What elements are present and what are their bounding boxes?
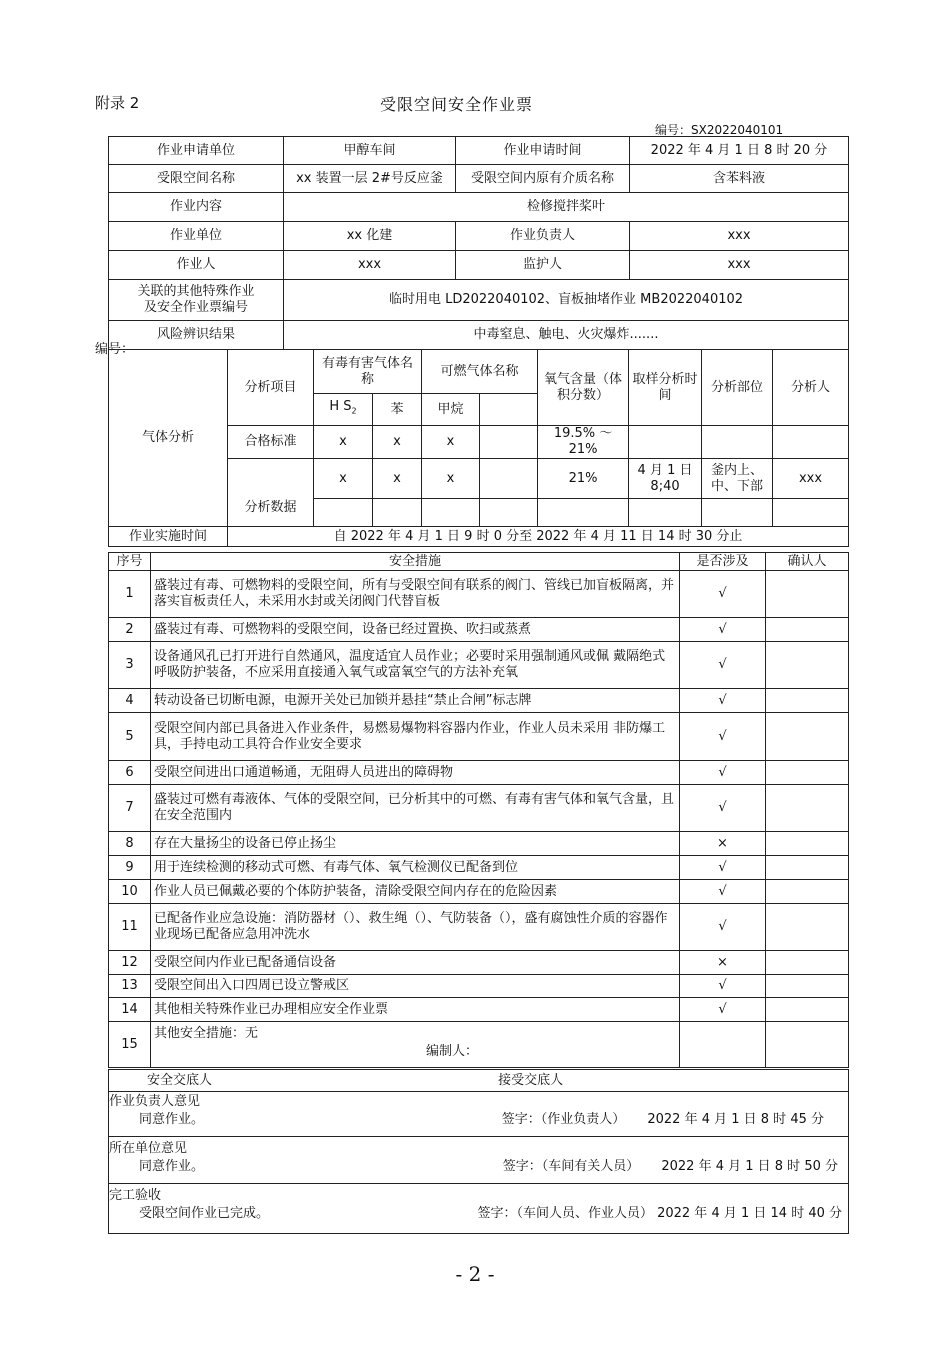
measure-confirmer: [766, 571, 849, 618]
completion-title: 完工验收: [109, 1188, 162, 1203]
std-location-empty: [702, 426, 773, 459]
measure-no: 12: [109, 951, 151, 975]
measure-row: [109, 571, 849, 618]
safety-handover-label: 安全交底人: [147, 1072, 213, 1088]
measure-no: 3: [109, 642, 151, 689]
completion-sign-time: 2022 年 4 月 1 日 14 时 40 分: [657, 1206, 842, 1221]
measure-text: 盛装过有毒、可燃物料的受限空间，设备已经过置换、吹扫或蒸煮: [151, 618, 680, 642]
measure-no: 4: [109, 689, 151, 713]
measure-mark: √: [680, 689, 766, 713]
measure-confirmer: [766, 785, 849, 832]
completion-body: 受限空间作业已完成。: [139, 1206, 270, 1221]
apply-unit-value: 甲醇车间: [284, 137, 456, 165]
blank-cell: [702, 499, 773, 527]
measure-no: 2: [109, 618, 151, 642]
methane-header: 甲烷: [422, 394, 480, 426]
related-label-line-1: 关联的其他特殊作业: [137, 284, 255, 299]
measure-row: [109, 856, 849, 880]
completion-body-row: [109, 1204, 846, 1222]
measure-text: 设备通风孔已打开进行自然通风，温度适宜人员作业；必要时采用强制通风或佩 戴隔绝式呼吸防护装备，不应采用直接通入氧气或富氧空气的方法补充氧: [151, 642, 680, 689]
std-analyst-empty: [773, 426, 849, 459]
measure-confirmer: [766, 904, 849, 951]
measure-mark: ×: [680, 951, 766, 975]
toxic-gas-header: 有毒有害气体名称: [314, 350, 422, 394]
measure-text: 作业人员已佩戴必要的个体防护装备，清除受限空间内存在的危险因素: [151, 880, 680, 904]
measure-mark: √: [680, 785, 766, 832]
measure-mark: √: [680, 975, 766, 998]
data-benzene: x: [373, 459, 422, 499]
apply-unit-label: 作业申请单位: [109, 137, 284, 165]
medium-label: 受限空间内原有介质名称: [456, 165, 630, 193]
measure-row: [109, 975, 849, 998]
measure-text: 盛装过有毒、可燃物料的受限空间，所有与受限空间有联系的阀门、管线已加盲板隔离，并落实盲板责任人，未采用水封或关闭阀门代替盲板: [151, 571, 680, 618]
measure-text: 存在大量扬尘的设备已停止扬尘: [151, 832, 680, 856]
measure-no: 11: [109, 904, 151, 951]
space-name-value: xx 装置一层 2#号反应釜: [284, 165, 456, 193]
period-label: 作业实施时间: [109, 527, 228, 547]
leader-sign-time: 2022 年 4 月 1 日 8 时 45 分: [647, 1112, 824, 1127]
leader-opinion-body: 同意作业。: [139, 1112, 205, 1127]
measure-mark: √: [680, 571, 766, 618]
blank-cell: [373, 499, 422, 527]
data-sample-time: 4 月 1 日 8;40: [629, 459, 702, 499]
measure-row: [109, 642, 849, 689]
measure-no: 10: [109, 880, 151, 904]
data-oxygen: 21%: [538, 459, 629, 499]
completion-signature: [477, 1206, 842, 1222]
measure-no: 14: [109, 998, 151, 1022]
measure-row: [109, 785, 849, 832]
page-number: - 2 -: [455, 1262, 495, 1286]
analyst-header: 分析人: [773, 350, 849, 426]
data-empty-cell: [480, 459, 538, 499]
measure-mark: √: [680, 642, 766, 689]
sample-time-header: 取样分析时间: [629, 350, 702, 426]
completion-acceptance: [109, 1184, 849, 1234]
measure-no: 6: [109, 761, 151, 785]
stray-serial-label: 编号：: [95, 342, 135, 357]
measure-confirmer: [766, 761, 849, 785]
blank-cell: [538, 499, 629, 527]
measure-mark: √: [680, 761, 766, 785]
medium-value: 含苯料液: [630, 165, 849, 193]
measure-row: [109, 761, 849, 785]
measure-involved-header: 是否涉及: [680, 553, 766, 571]
info-table: [108, 136, 849, 350]
measure-no: 8: [109, 832, 151, 856]
leader-label: 作业负责人: [456, 222, 630, 251]
serial-number: 编号：SX2022040101: [655, 123, 784, 137]
measure-row: [109, 998, 849, 1022]
measure-row: [109, 689, 849, 713]
other-measures: [151, 1022, 680, 1068]
leader-value: xxx: [630, 222, 849, 251]
leader-opinion: [109, 1092, 849, 1137]
benzene-header: 苯: [373, 394, 422, 426]
measure-confirmer: [766, 880, 849, 904]
measure-no-header: 序号: [109, 553, 151, 571]
measure-text: 转动设备已切断电源，电源开关处已加锁并悬挂“禁止合闸”标志牌: [151, 689, 680, 713]
measure-confirmer: [766, 832, 849, 856]
measure-text: 受限空间内部已具备进入作业条件，易燃易爆物料容器内作业，作业人员未采用 非防爆工具，手持电动工具符合作业安全要求: [151, 713, 680, 761]
measure-mark: √: [680, 880, 766, 904]
data-location: 釜内上、中、下部: [702, 459, 773, 499]
std-time-empty: [629, 426, 702, 459]
work-unit-value: xx 化建: [284, 222, 456, 251]
measure-mark: √: [680, 998, 766, 1022]
std-h2s: x: [314, 426, 373, 459]
other-measures-text: 其他安全措施：无: [154, 1026, 259, 1041]
measure-confirmer: [766, 713, 849, 761]
completion-sign-label: 签字：（车间人员、作业人员）: [477, 1206, 653, 1221]
unit-sign-time: 2022 年 4 月 1 日 8 时 50 分: [661, 1159, 838, 1174]
related-label-line-2: 及安全作业票编号: [143, 300, 248, 315]
data-label: 分析数据: [228, 459, 314, 527]
editor-label: 编制人：: [426, 1044, 479, 1059]
unit-opinion-body: 同意作业。: [139, 1159, 205, 1174]
measure-row: [109, 1022, 849, 1068]
unit-sign-label: 签字：（车间有关人员）: [502, 1159, 640, 1174]
risk-value: 中毒窒息、触电、火灾爆炸.......: [284, 321, 849, 350]
related-value: 临时用电 LD2022040102、盲板抽堵作业 MB2022040102: [284, 280, 849, 321]
leader-opinion-title: 作业负责人意见: [109, 1094, 201, 1109]
oxygen-header: 氧气含量（体积分数）: [538, 350, 629, 426]
analysis-item-label: 分析项目: [228, 350, 314, 426]
std-methane: x: [422, 426, 480, 459]
period-value: 自 2022 年 4 月 1 日 9 时 0 分至 2022 年 4 月 11 日 14 时 30 分止: [228, 527, 849, 547]
blank-cell: [422, 499, 480, 527]
space-name-label: 受限空间名称: [109, 165, 284, 193]
leader-signature: [502, 1112, 842, 1128]
measure-no: 13: [109, 975, 151, 998]
measure-confirmer: [766, 998, 849, 1022]
measure-confirmer: [766, 689, 849, 713]
measure-text: 受限空间内作业已配备通信设备: [151, 951, 680, 975]
guardian-value: xxx: [630, 251, 849, 280]
measure-text: 盛装过可燃有毒液体、气体的受限空间，已分析其中的可燃、有毒有害气体和氧气含量，且在安全范围内: [151, 785, 680, 832]
data-methane: x: [422, 459, 480, 499]
measure-row: [109, 713, 849, 761]
measure-row: [109, 904, 849, 951]
measure-confirmer: [766, 618, 849, 642]
std-oxygen: 19.5% ～21%: [538, 426, 629, 459]
measure-no: 15: [109, 1022, 151, 1068]
document-title: 受限空间安全作业票: [380, 95, 534, 114]
data-analyst: xxx: [773, 459, 849, 499]
measure-text: 其他相关特殊作业已办理相应安全作业票: [151, 998, 680, 1022]
unit-opinion-title: 所在单位意见: [109, 1141, 188, 1156]
unit-signature: [503, 1159, 842, 1175]
flammable-empty-cell: [480, 394, 538, 426]
handover-row: [109, 1070, 849, 1092]
measure-no: 7: [109, 785, 151, 832]
unit-opinion-body-row: [109, 1157, 846, 1175]
std-empty-cell: [480, 426, 538, 459]
measure-confirmer: [766, 975, 849, 998]
measure-row: [109, 618, 849, 642]
content-value: 检修搅拌桨叶: [284, 193, 849, 222]
h2s-subscript: 2: [351, 406, 357, 416]
leader-opinion-body-row: [109, 1110, 846, 1128]
measure-text: 已配备作业应急设施：消防器材（）、救生绳（）、气防装备（），盛有腐蚀性介质的容器作业现场已配备应急用冲洗水: [151, 904, 680, 951]
signoff-table: [108, 1069, 849, 1234]
measure-mark: [680, 1022, 766, 1068]
measure-mark: √: [680, 904, 766, 951]
work-unit-label: 作业单位: [109, 222, 284, 251]
measure-text: 受限空间进出口通道畅通，无阻碍人员进出的障碍物: [151, 761, 680, 785]
h2s-main: H S: [329, 399, 352, 415]
measure-no: 9: [109, 856, 151, 880]
receiver-handover-label: 接受交底人: [498, 1072, 564, 1088]
data-h2s: x: [314, 459, 373, 499]
gas-analysis-table: [108, 349, 849, 547]
blank-cell: [480, 499, 538, 527]
measure-confirmer: [766, 951, 849, 975]
measure-text-header: 安全措施: [151, 553, 680, 571]
measure-mark: √: [680, 618, 766, 642]
guardian-label: 监护人: [456, 251, 630, 280]
gas-section-label: 气体分析: [109, 350, 228, 527]
measure-text: 用于连续检测的移动式可燃、有毒气体、氧气检测仪已配备到位: [151, 856, 680, 880]
measure-confirmer: [766, 642, 849, 689]
measure-row: [109, 832, 849, 856]
std-benzene: x: [373, 426, 422, 459]
leader-sign-label: 签字：（作业负责人）: [501, 1112, 626, 1127]
unit-opinion: [109, 1137, 849, 1184]
measure-mark: √: [680, 856, 766, 880]
worker-value: xxx: [284, 251, 456, 280]
measure-text: 受限空间出入口四周已设立警戒区: [151, 975, 680, 998]
measure-row: [109, 951, 849, 975]
worker-label: 作业人: [109, 251, 284, 280]
measure-no: 5: [109, 713, 151, 761]
apply-time-label: 作业申请时间: [456, 137, 630, 165]
standard-label: 合格标准: [228, 426, 314, 459]
safety-measures-table: [108, 552, 849, 1068]
related-label: [109, 280, 284, 321]
risk-label: 风险辨识结果: [109, 321, 284, 350]
h2s-header: [314, 394, 373, 426]
measure-no: 1: [109, 571, 151, 618]
measure-mark: ×: [680, 832, 766, 856]
blank-cell: [773, 499, 849, 527]
appendix-label: 附录 2: [95, 94, 140, 112]
blank-cell: [629, 499, 702, 527]
flammable-gas-header: 可燃气体名称: [422, 350, 538, 394]
blank-cell: [314, 499, 373, 527]
measure-mark: √: [680, 713, 766, 761]
location-header: 分析部位: [702, 350, 773, 426]
apply-time-value: 2022 年 4 月 1 日 8 时 20 分: [630, 137, 849, 165]
measure-confirmer: [766, 856, 849, 880]
measure-row: [109, 880, 849, 904]
content-label: 作业内容: [109, 193, 284, 222]
measure-confirmer-header: 确认人: [766, 553, 849, 571]
measure-confirmer: [766, 1022, 849, 1068]
